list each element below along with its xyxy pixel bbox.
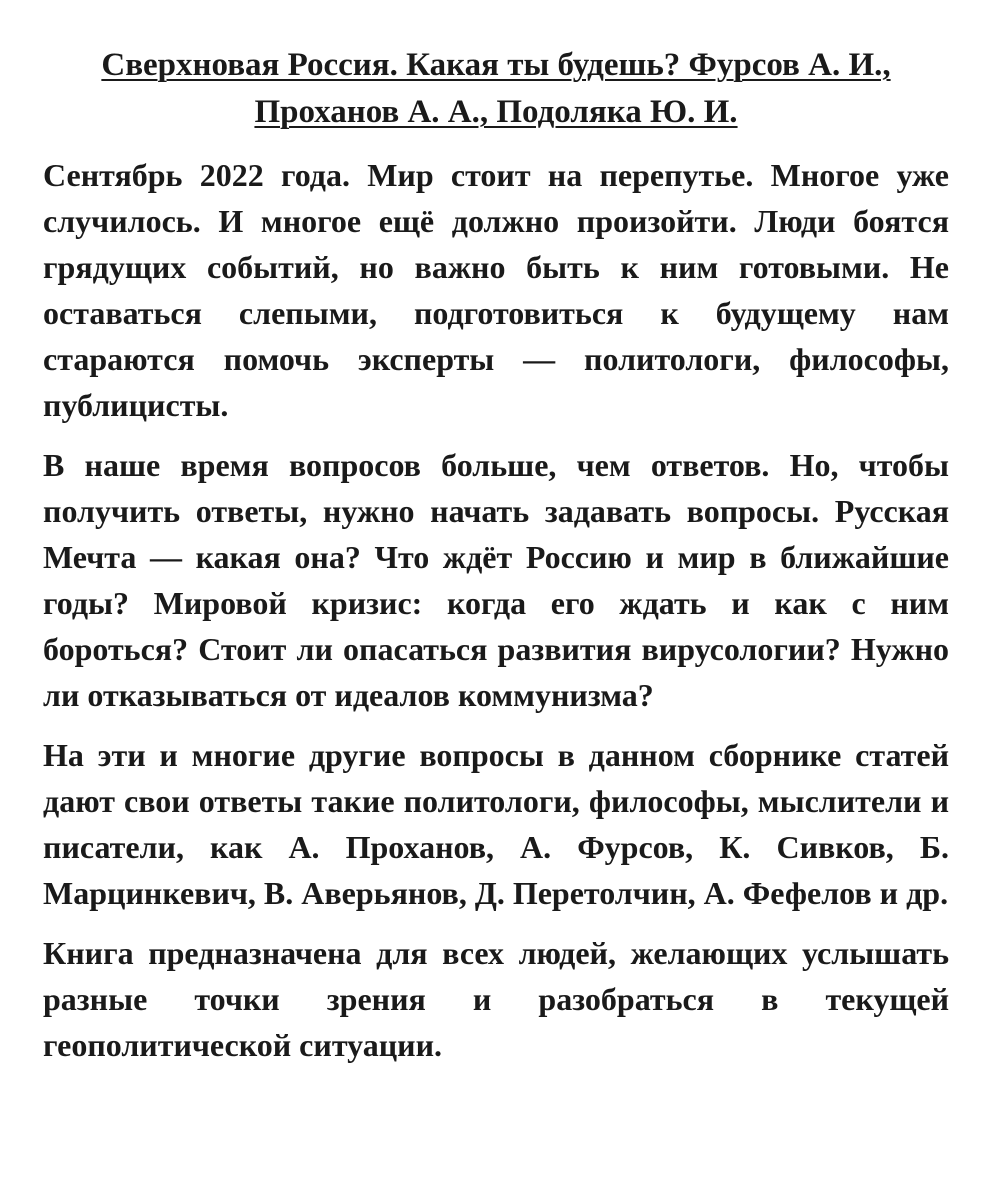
book-annotation xyxy=(43,42,949,1082)
paragraph-questions: В наше время вопросов больше, чем ответов. Но, чтобы получить ответы, нужно начать задавать вопросы. Русская Мечта — какая она? Что ждёт Россию и мир в ближайшие годы? Мировой кризис: когда его ждать и как с ним бороться? Стоит ли опасаться развития вирусологии? Нужно ли отказываться от идеалов коммунизма? xyxy=(43,447,949,713)
paragraph-intro: Сентябрь 2022 года. Мир стоит на перепутье. Многое уже случилось. И многое ещё должно произойти. Люди боятся грядущих событий, но важно быть к ним готовыми. Не оставаться слепыми, подготовиться к будущему нам стараются помочь эксперты — политологи, философы, публицисты. xyxy=(43,157,949,423)
paragraph-authors: На эти и многие другие вопросы в данном сборнике статей дают свои ответы такие политологи, философы, мыслители и писатели, как А. Проханов, А. Фурсов, К. Сивков, Б. Марцинкевич, В. Аверьянов, Д. Перетолчин, А. Фефелов и др. xyxy=(43,737,949,911)
paragraph-audience: Книга предназначена для всех людей, желающих услышать разные точки зрения и разобраться в текущей геополитической ситуации. xyxy=(43,935,949,1063)
book-title: Сверхновая Россия. Какая ты будешь? Фурсов А. И., Проханов А. А., Подоляка Ю. И. xyxy=(101,47,891,130)
